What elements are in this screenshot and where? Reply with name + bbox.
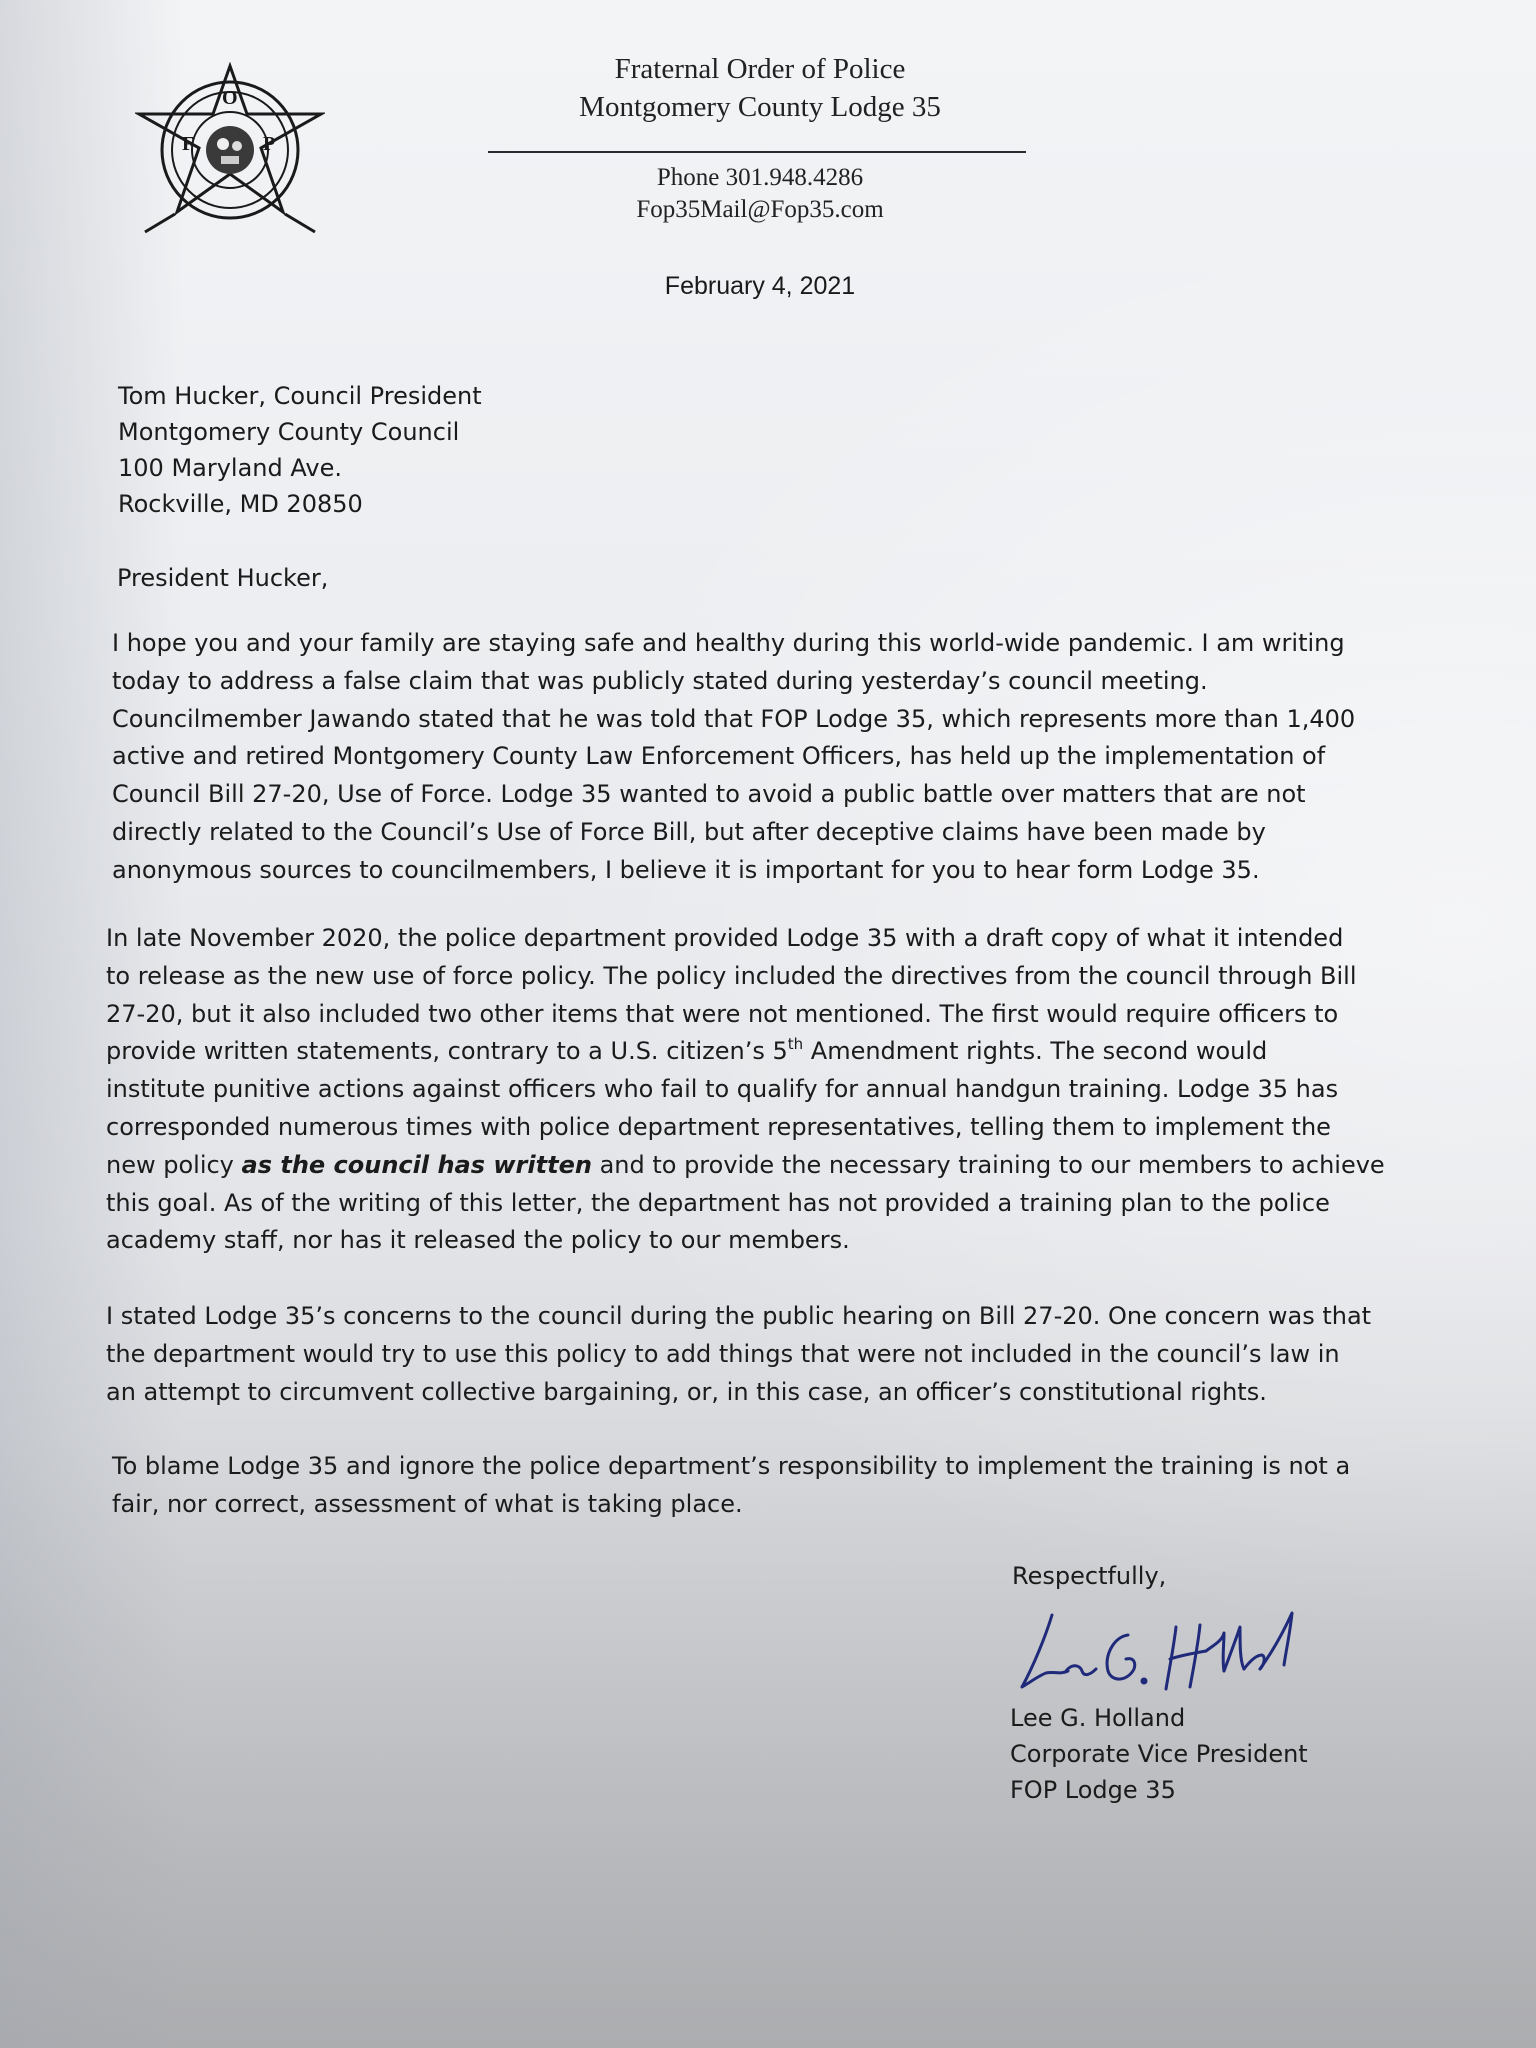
- logo-letter-f: F: [182, 133, 195, 155]
- paragraph-line: anonymous sources to councilmembers, I believe it is important for you to hear form Lodge 35.: [112, 855, 1260, 884]
- paragraph-line: institute punitive actions against officers who fail to qualify for annual handgun training. Lodge 35 has: [106, 1075, 1339, 1104]
- paragraph-line: corresponded numerous times with police department representatives, telling them to implement the: [106, 1112, 1331, 1141]
- contact-phone: Phone 301.948.4286: [656, 164, 864, 191]
- recipient-line: Rockville, MD 20850: [118, 490, 363, 518]
- paragraph-line: an attempt to circumvent collective bargaining, or, in this case, an officer’s constitutional rights.: [106, 1377, 1267, 1406]
- logo-letter-p: P: [263, 133, 276, 155]
- salutation: President Hucker,: [117, 564, 329, 592]
- text-run: new policy: [106, 1150, 242, 1179]
- letterhead-divider: [488, 151, 1026, 153]
- recipient-line: Montgomery County Council: [118, 418, 460, 446]
- text-run: and to provide the necessary training to our members to achieve: [591, 1150, 1385, 1179]
- paragraph-line: active and retired Montgomery County Law Enforcement Officers, has held up the implementation of: [112, 742, 1326, 771]
- contact-email: Fop35Mail@Fop35.com: [636, 196, 884, 223]
- paragraph-line: to release as the new use of force policy. The policy included the directives from the council through Bill: [106, 961, 1357, 990]
- org-name: Fraternal Order of Police: [614, 53, 906, 85]
- paragraph-line: [106, 1147, 1385, 1185]
- signer-name: Lee G. Holland: [1010, 1704, 1186, 1732]
- handwritten-signature: [1010, 1605, 1320, 1700]
- signer-title: Corporate Vice President: [1010, 1740, 1308, 1768]
- letter-date: February 4, 2021: [664, 272, 856, 300]
- paragraph-line: 27-20, but it also included two other items that were not mentioned. The first would require officers to: [106, 999, 1339, 1028]
- paragraph-4: [112, 1448, 1350, 1524]
- paragraph-line: Council Bill 27-20, Use of Force. Lodge 35 wanted to avoid a public battle over matters that are not: [112, 780, 1306, 809]
- paragraph-1: [112, 625, 1355, 890]
- emphasized-phrase: as the council has written: [241, 1150, 592, 1179]
- logo-letter-o: O: [222, 87, 238, 109]
- closing: Respectfully,: [1012, 1562, 1167, 1590]
- paragraph-line: academy staff, nor has it released the policy to our members.: [106, 1226, 850, 1255]
- text-run: Amendment rights. The second would: [803, 1037, 1268, 1066]
- paragraph-line: I stated Lodge 35’s concerns to the council during the public hearing on Bill 27-20. One concern was that: [106, 1302, 1372, 1330]
- recipient-line: Tom Hucker, Council President: [118, 382, 482, 410]
- paragraph-2: [106, 920, 1385, 1260]
- paragraph-line: [106, 1033, 1385, 1071]
- fop-star-seal-icon: [135, 62, 325, 247]
- paragraph-line: In late November 2020, the police department provided Lodge 35 with a draft copy of what it intended: [106, 924, 1344, 952]
- paragraph-line: today to address a false claim that was publicly stated during yesterday’s council meeting.: [112, 666, 1208, 695]
- recipient-line: 100 Maryland Ave.: [118, 454, 342, 482]
- paragraph-line: the department would try to use this policy to add things that were not included in the council’s law in: [106, 1339, 1340, 1368]
- paragraph-line: fair, nor correct, assessment of what is taking place.: [112, 1489, 743, 1518]
- lodge-name: Montgomery County Lodge 35: [579, 91, 941, 123]
- paragraph-line: directly related to the Council’s Use of Force Bill, but after deceptive claims have been made by: [112, 817, 1266, 846]
- superscript-th: th: [787, 1035, 804, 1054]
- paragraph-line: Councilmember Jawando stated that he was told that FOP Lodge 35, which represents more than 1,400: [112, 704, 1356, 733]
- text-run: provide written statements, contrary to a U.S. citizen’s 5: [106, 1037, 788, 1066]
- paragraph-line: To blame Lodge 35 and ignore the police department’s responsibility to implement the training is not a: [112, 1452, 1351, 1480]
- paragraph-line: this goal. As of the writing of this letter, the department has not provided a training plan to the police: [106, 1188, 1330, 1217]
- signer-organization: FOP Lodge 35: [1010, 1776, 1176, 1804]
- paragraph-3: [106, 1298, 1371, 1411]
- paragraph-line: I hope you and your family are staying safe and healthy during this world-wide pandemic. I am writing: [112, 629, 1345, 657]
